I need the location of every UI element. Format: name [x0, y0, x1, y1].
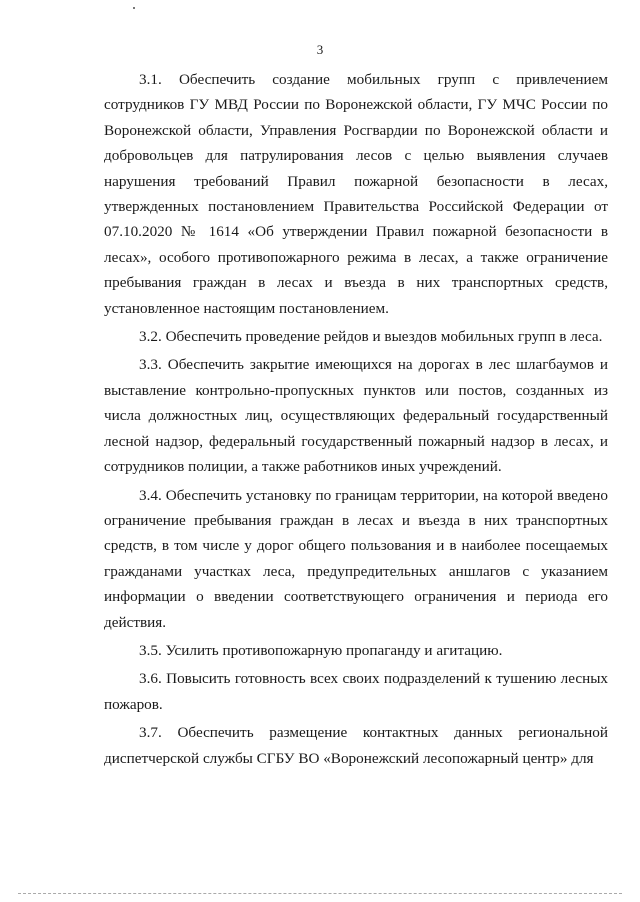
scan-bottom-edge [18, 893, 622, 894]
paragraph-3-3: 3.3. Обеспечить закрытие имеющихся на дорогах в лес шлагбаумов и выставление контрольно-пропускных пунктов или постов, созданных из числа должностных лиц, осуществляющих федеральный государственный лесной надзор, федеральный государственный пожарный надзор в лесах, и сотрудников полиции, а также работников иных учреждений. [104, 356, 608, 476]
paragraph-3-4: 3.4. Обеспечить установку по границам территории, на которой введено ограничение пребывания граждан в лесах и въезда в них транспортных средств, в том числе у дорог общего пользования и в наиболее посещаемых гражданами участках леса, предупредительных аншлагов с указанием информации о введении соответствующего ограничения и периода его действия. [104, 486, 608, 631]
page-number: 3 [316, 42, 324, 57]
document-body [104, 67, 608, 774]
paragraph-3-6: 3.6. Повысить готовность всех своих подразделений к тушению лесных пожаров. [104, 670, 608, 713]
paragraph-3-7: 3.7. Обеспечить размещение контактных данных региональной диспетчерской службы СГБУ ВО «Воронежский лесопожарный центр» для [104, 724, 608, 767]
paragraph-3-5: 3.5. Усилить противопожарную пропаганду и агитацию. [139, 641, 503, 659]
paragraph-3-2: 3.2. Обеспечить проведение рейдов и выездов мобильных групп в леса. [139, 328, 603, 346]
scan-speck [133, 7, 135, 9]
paragraph-3-1: 3.1. Обеспечить создание мобильных групп с привлечением сотрудников ГУ МВД России по Воронежской области, ГУ МЧС России по Воронежской области, Управления Росгвардии по Воронежской области и добровольцев для патрулирования лесов с целью выявления случаев нарушения требований Правил пожарной безопасности в лесах, утвержденных постановлением Правительства Российской Федерации от 07.10.2020 № 1614 «Об утверждении Правил пожарной безопасности в лесах», особого противопожарного режима в лесах, а также ограничение пребывания граждан в лесах и въезда в них транспортных средств, установленное настоящим постановлением. [104, 71, 608, 317]
